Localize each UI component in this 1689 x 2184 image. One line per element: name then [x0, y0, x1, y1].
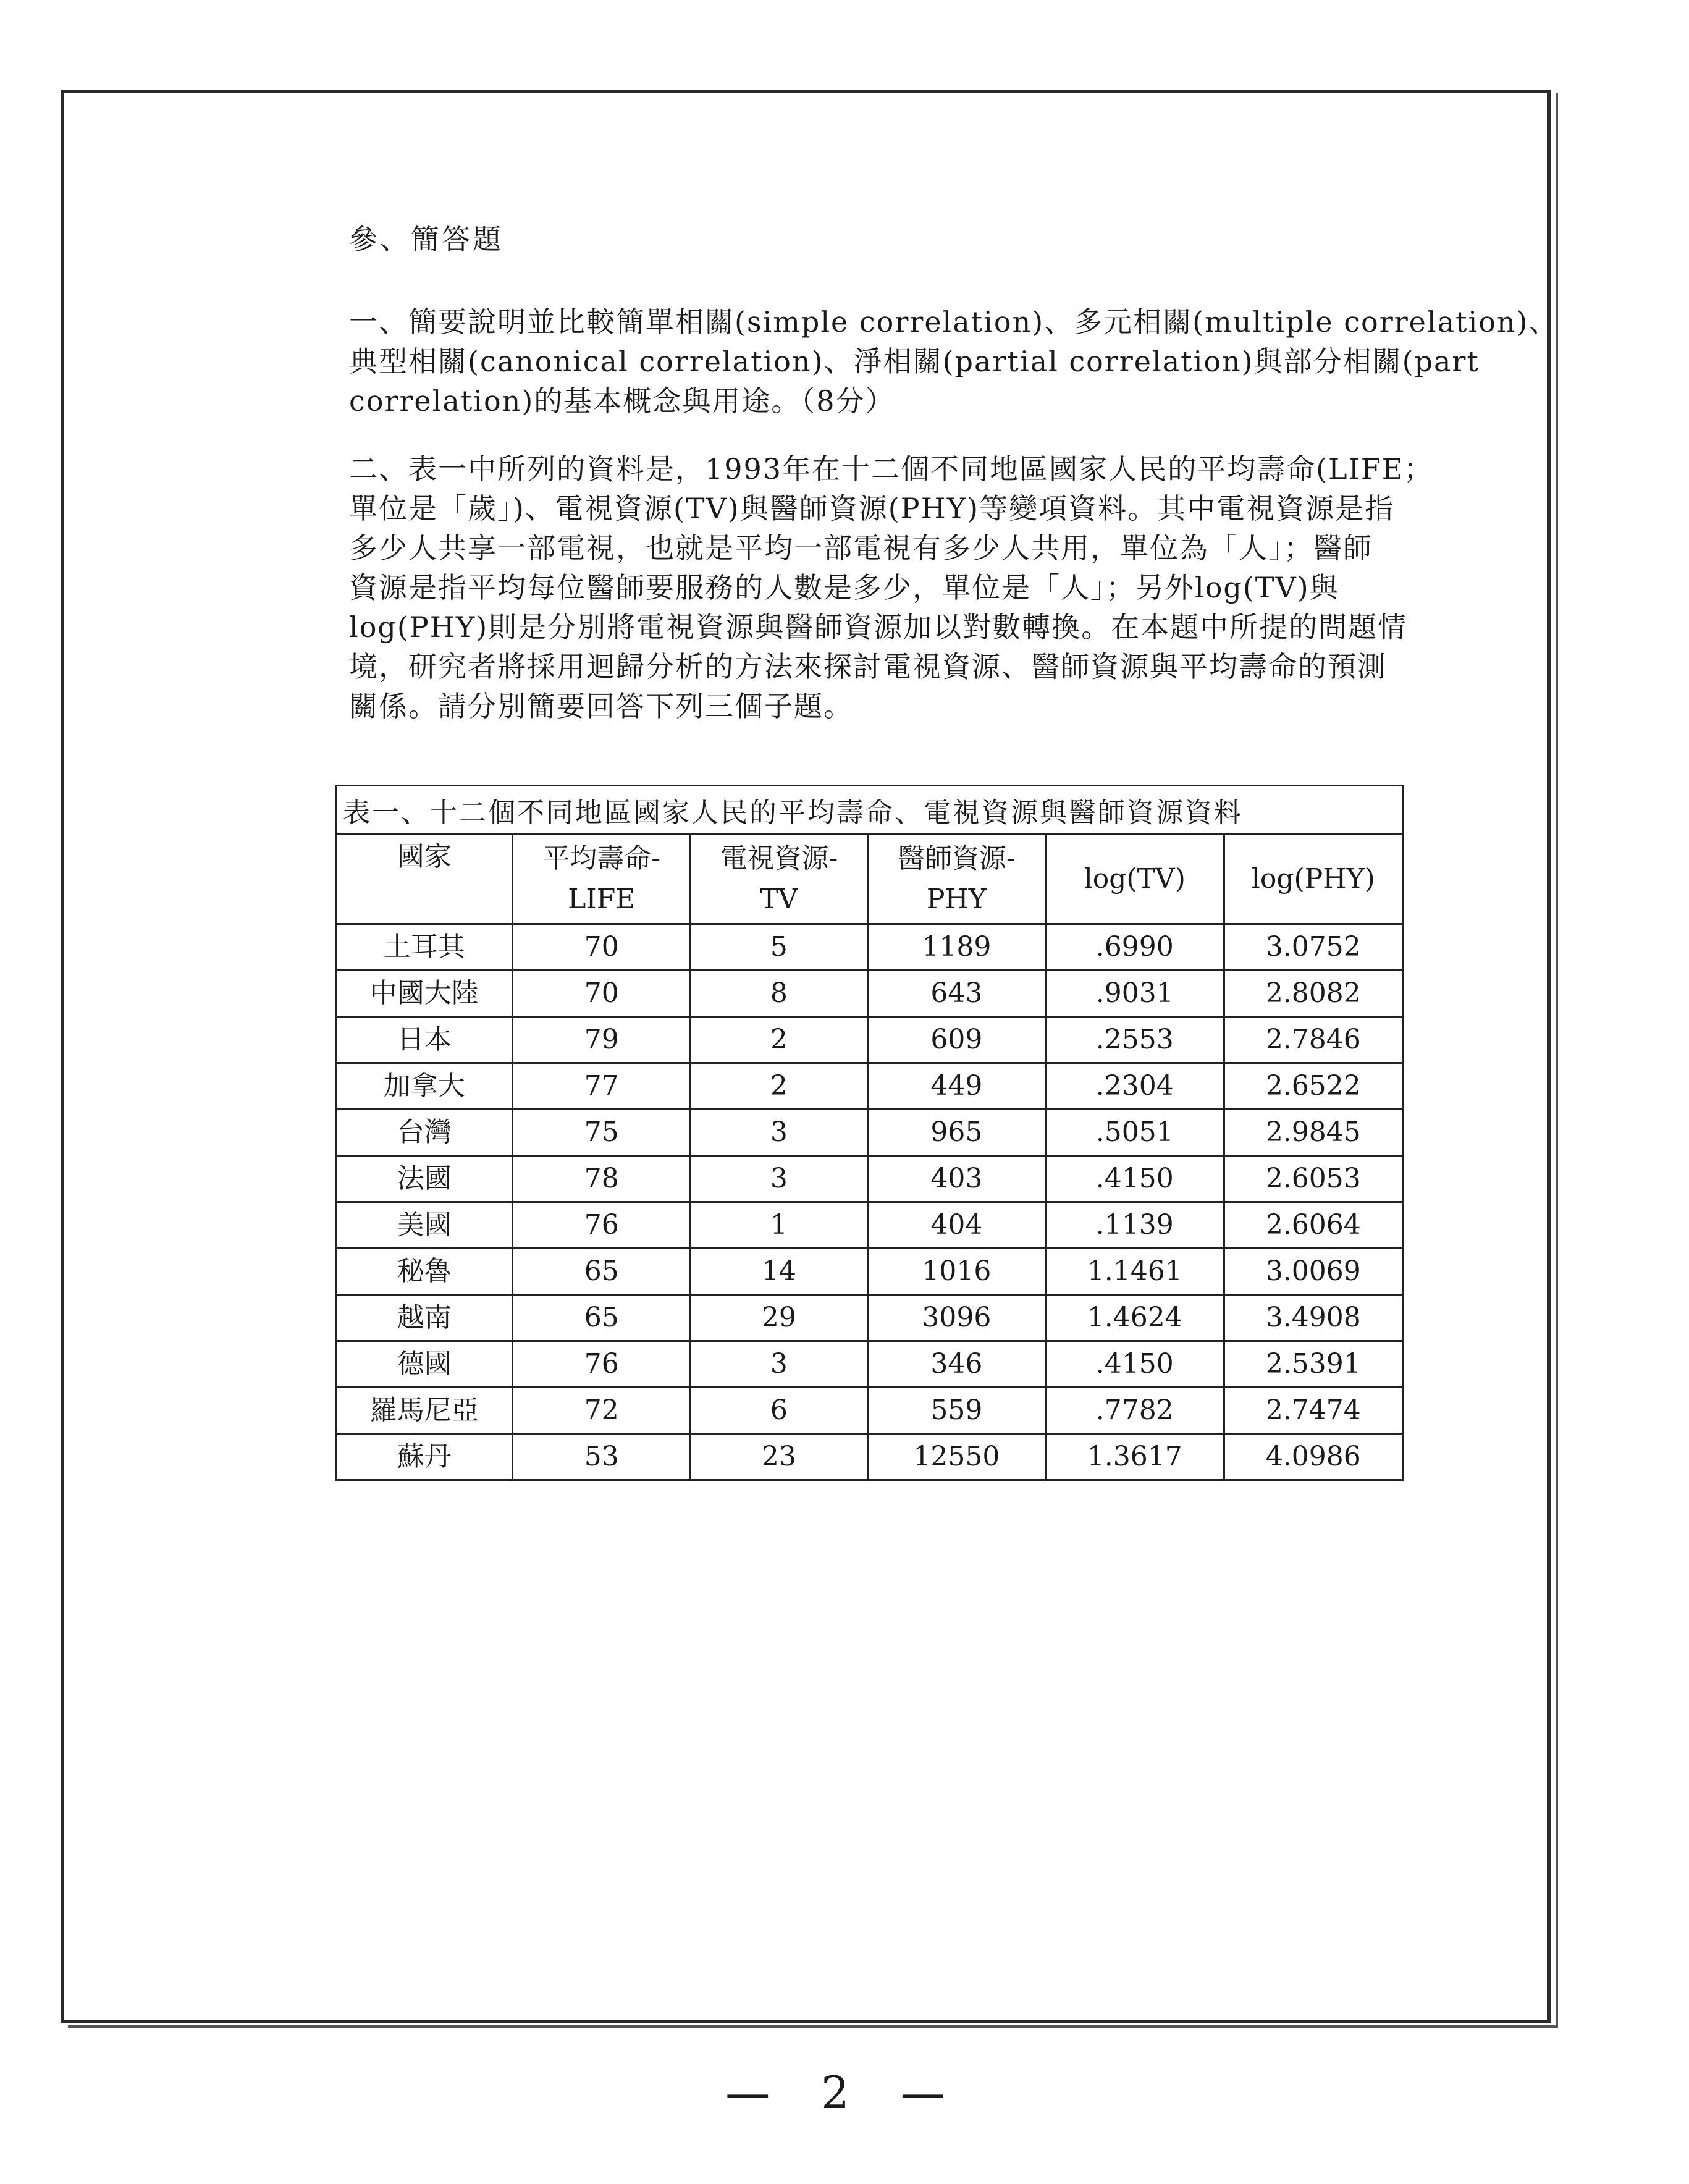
cell-logtv: .7782 [1045, 1388, 1224, 1434]
cell-logphy: 2.7846 [1224, 1017, 1402, 1063]
cell-logtv: .5051 [1045, 1110, 1224, 1156]
cell-life: 65 [513, 1249, 691, 1295]
cell-phy: 1189 [867, 924, 1045, 971]
cell-logtv: .2553 [1045, 1017, 1224, 1063]
header-phy-line2: PHY [926, 883, 987, 915]
table-row [336, 1434, 1403, 1480]
table-row [336, 1202, 1403, 1249]
question-2 [349, 449, 1434, 726]
cell-tv: 1 [691, 1202, 868, 1249]
cell-country: 台灣 [336, 1110, 513, 1156]
cell-life: 77 [513, 1063, 691, 1110]
cell-logphy: 2.9845 [1224, 1110, 1402, 1156]
cell-logtv: .1139 [1045, 1202, 1224, 1249]
cell-life: 76 [513, 1341, 691, 1388]
question-2-line: log(PHY)則是分別將電視資源與醫師資源加以對數轉換。在本題中所提的問題情 [349, 610, 1408, 644]
header-tv-line2: TV [760, 883, 798, 915]
header-tv-line1: 電視資源- [720, 843, 838, 874]
cell-logtv: .9031 [1045, 971, 1224, 1017]
cell-logphy: 2.5391 [1224, 1341, 1402, 1388]
header-phy [867, 835, 1045, 924]
question-2-line: 單位是「歲」)、電視資源(TV)與醫師資源(PHY)等變項資料。其中電視資源是指 [349, 492, 1395, 525]
cell-logphy: 2.7474 [1224, 1388, 1402, 1434]
table-row [336, 1388, 1403, 1434]
cell-tv: 8 [691, 971, 868, 1017]
cell-country: 蘇丹 [336, 1434, 513, 1480]
cell-country: 加拿大 [336, 1063, 513, 1110]
table-row [336, 971, 1403, 1017]
cell-tv: 3 [691, 1110, 868, 1156]
cell-logphy: 2.8082 [1224, 971, 1402, 1017]
cell-logphy: 4.0986 [1224, 1434, 1402, 1480]
table-row [336, 1017, 1403, 1063]
header-logtv: log(TV) [1045, 835, 1224, 924]
cell-tv: 2 [691, 1063, 868, 1110]
cell-country: 美國 [336, 1202, 513, 1249]
cell-country: 越南 [336, 1295, 513, 1341]
header-phy-line1: 醫師資源- [897, 843, 1016, 874]
cell-logtv: .2304 [1045, 1063, 1224, 1110]
table-row [336, 1295, 1403, 1341]
header-life [513, 835, 691, 924]
cell-phy: 1016 [867, 1249, 1045, 1295]
table-caption: 表一、十二個不同地區國家人民的平均壽命、電視資源與醫師資源資料 [336, 786, 1403, 835]
cell-life: 65 [513, 1295, 691, 1341]
cell-phy: 346 [867, 1341, 1045, 1388]
cell-tv: 3 [691, 1156, 868, 1202]
cell-tv: 6 [691, 1388, 868, 1434]
header-life-line1: 平均壽命- [542, 843, 661, 874]
cell-country: 土耳其 [336, 924, 513, 971]
cell-logtv: .4150 [1045, 1341, 1224, 1388]
cell-life: 53 [513, 1434, 691, 1480]
cell-life: 70 [513, 971, 691, 1017]
question-2-line: 二、表一中所列的資料是，1993年在十二個不同地區國家人民的平均壽命(LIFE； [349, 452, 1434, 486]
cell-country: 中國大陸 [336, 971, 513, 1017]
data-table [335, 785, 1404, 1481]
cell-life: 72 [513, 1388, 691, 1434]
cell-tv: 5 [691, 924, 868, 971]
cell-country: 秘魯 [336, 1249, 513, 1295]
question-2-line: 關係。請分別簡要回答下列三個子題。 [349, 689, 853, 723]
question-2-line: 多少人共享一部電視，也就是平均一部電視有多少人共用，單位為「人」；醫師 [349, 531, 1373, 565]
cell-life: 70 [513, 924, 691, 971]
cell-phy: 559 [867, 1388, 1045, 1434]
cell-phy: 643 [867, 971, 1045, 1017]
cell-life: 79 [513, 1017, 691, 1063]
cell-phy: 965 [867, 1110, 1045, 1156]
cell-logphy: 2.6064 [1224, 1202, 1402, 1249]
question-1-line: 典型相關(canonical correlation)、淨相關(partial correlation)與部分相關(part [349, 345, 1480, 378]
cell-phy: 403 [867, 1156, 1045, 1202]
cell-logtv: 1.3617 [1045, 1434, 1224, 1480]
question-1 [349, 302, 1559, 421]
cell-tv: 23 [691, 1434, 868, 1480]
header-tv [691, 835, 868, 924]
cell-logphy: 2.6522 [1224, 1063, 1402, 1110]
cell-phy: 449 [867, 1063, 1045, 1110]
cell-tv: 29 [691, 1295, 868, 1341]
cell-logtv: .4150 [1045, 1156, 1224, 1202]
table-row [336, 1156, 1403, 1202]
cell-logphy: 3.0069 [1224, 1249, 1402, 1295]
header-country: 國家 [336, 835, 513, 924]
table-row [336, 924, 1403, 971]
data-table-container [335, 785, 1404, 1481]
cell-life: 75 [513, 1110, 691, 1156]
question-1-line: correlation)的基本概念與用途。（8分） [349, 384, 895, 418]
cell-phy: 609 [867, 1017, 1045, 1063]
cell-country: 法國 [336, 1156, 513, 1202]
table-row [336, 1110, 1403, 1156]
cell-life: 78 [513, 1156, 691, 1202]
cell-logphy: 3.4908 [1224, 1295, 1402, 1341]
cell-logphy: 3.0752 [1224, 924, 1402, 971]
cell-logphy: 2.6053 [1224, 1156, 1402, 1202]
question-2-line: 資源是指平均每位醫師要服務的人數是多少，單位是「人」；另外log(TV)與 [349, 571, 1339, 604]
cell-logtv: .6990 [1045, 924, 1224, 971]
cell-country: 羅馬尼亞 [336, 1388, 513, 1434]
cell-logtv: 1.1461 [1045, 1249, 1224, 1295]
cell-life: 76 [513, 1202, 691, 1249]
cell-phy: 3096 [867, 1295, 1045, 1341]
cell-tv: 14 [691, 1249, 868, 1295]
cell-phy: 12550 [867, 1434, 1045, 1480]
cell-phy: 404 [867, 1202, 1045, 1249]
cell-logtv: 1.4624 [1045, 1295, 1224, 1341]
table-row [336, 1341, 1403, 1388]
cell-tv: 3 [691, 1341, 868, 1388]
cell-country: 德國 [336, 1341, 513, 1388]
section-heading: 參、簡答題 [349, 222, 503, 256]
cell-country: 日本 [336, 1017, 513, 1063]
header-life-line2: LIFE [568, 883, 636, 915]
header-logphy: log(PHY) [1224, 835, 1402, 924]
question-content [349, 219, 1559, 754]
question-2-line: 境，研究者將採用迴歸分析的方法來探討電視資源、醫師資源與平均壽命的預測 [349, 650, 1387, 683]
table-row [336, 1063, 1403, 1110]
cell-tv: 2 [691, 1017, 868, 1063]
question-1-line: 一、簡要說明並比較簡單相關(simple correlation)、多元相關(multiple correlation)、 [349, 305, 1559, 339]
page-number: — 2 — [725, 2067, 964, 2119]
table-body [336, 924, 1403, 1480]
table-row [336, 1249, 1403, 1295]
